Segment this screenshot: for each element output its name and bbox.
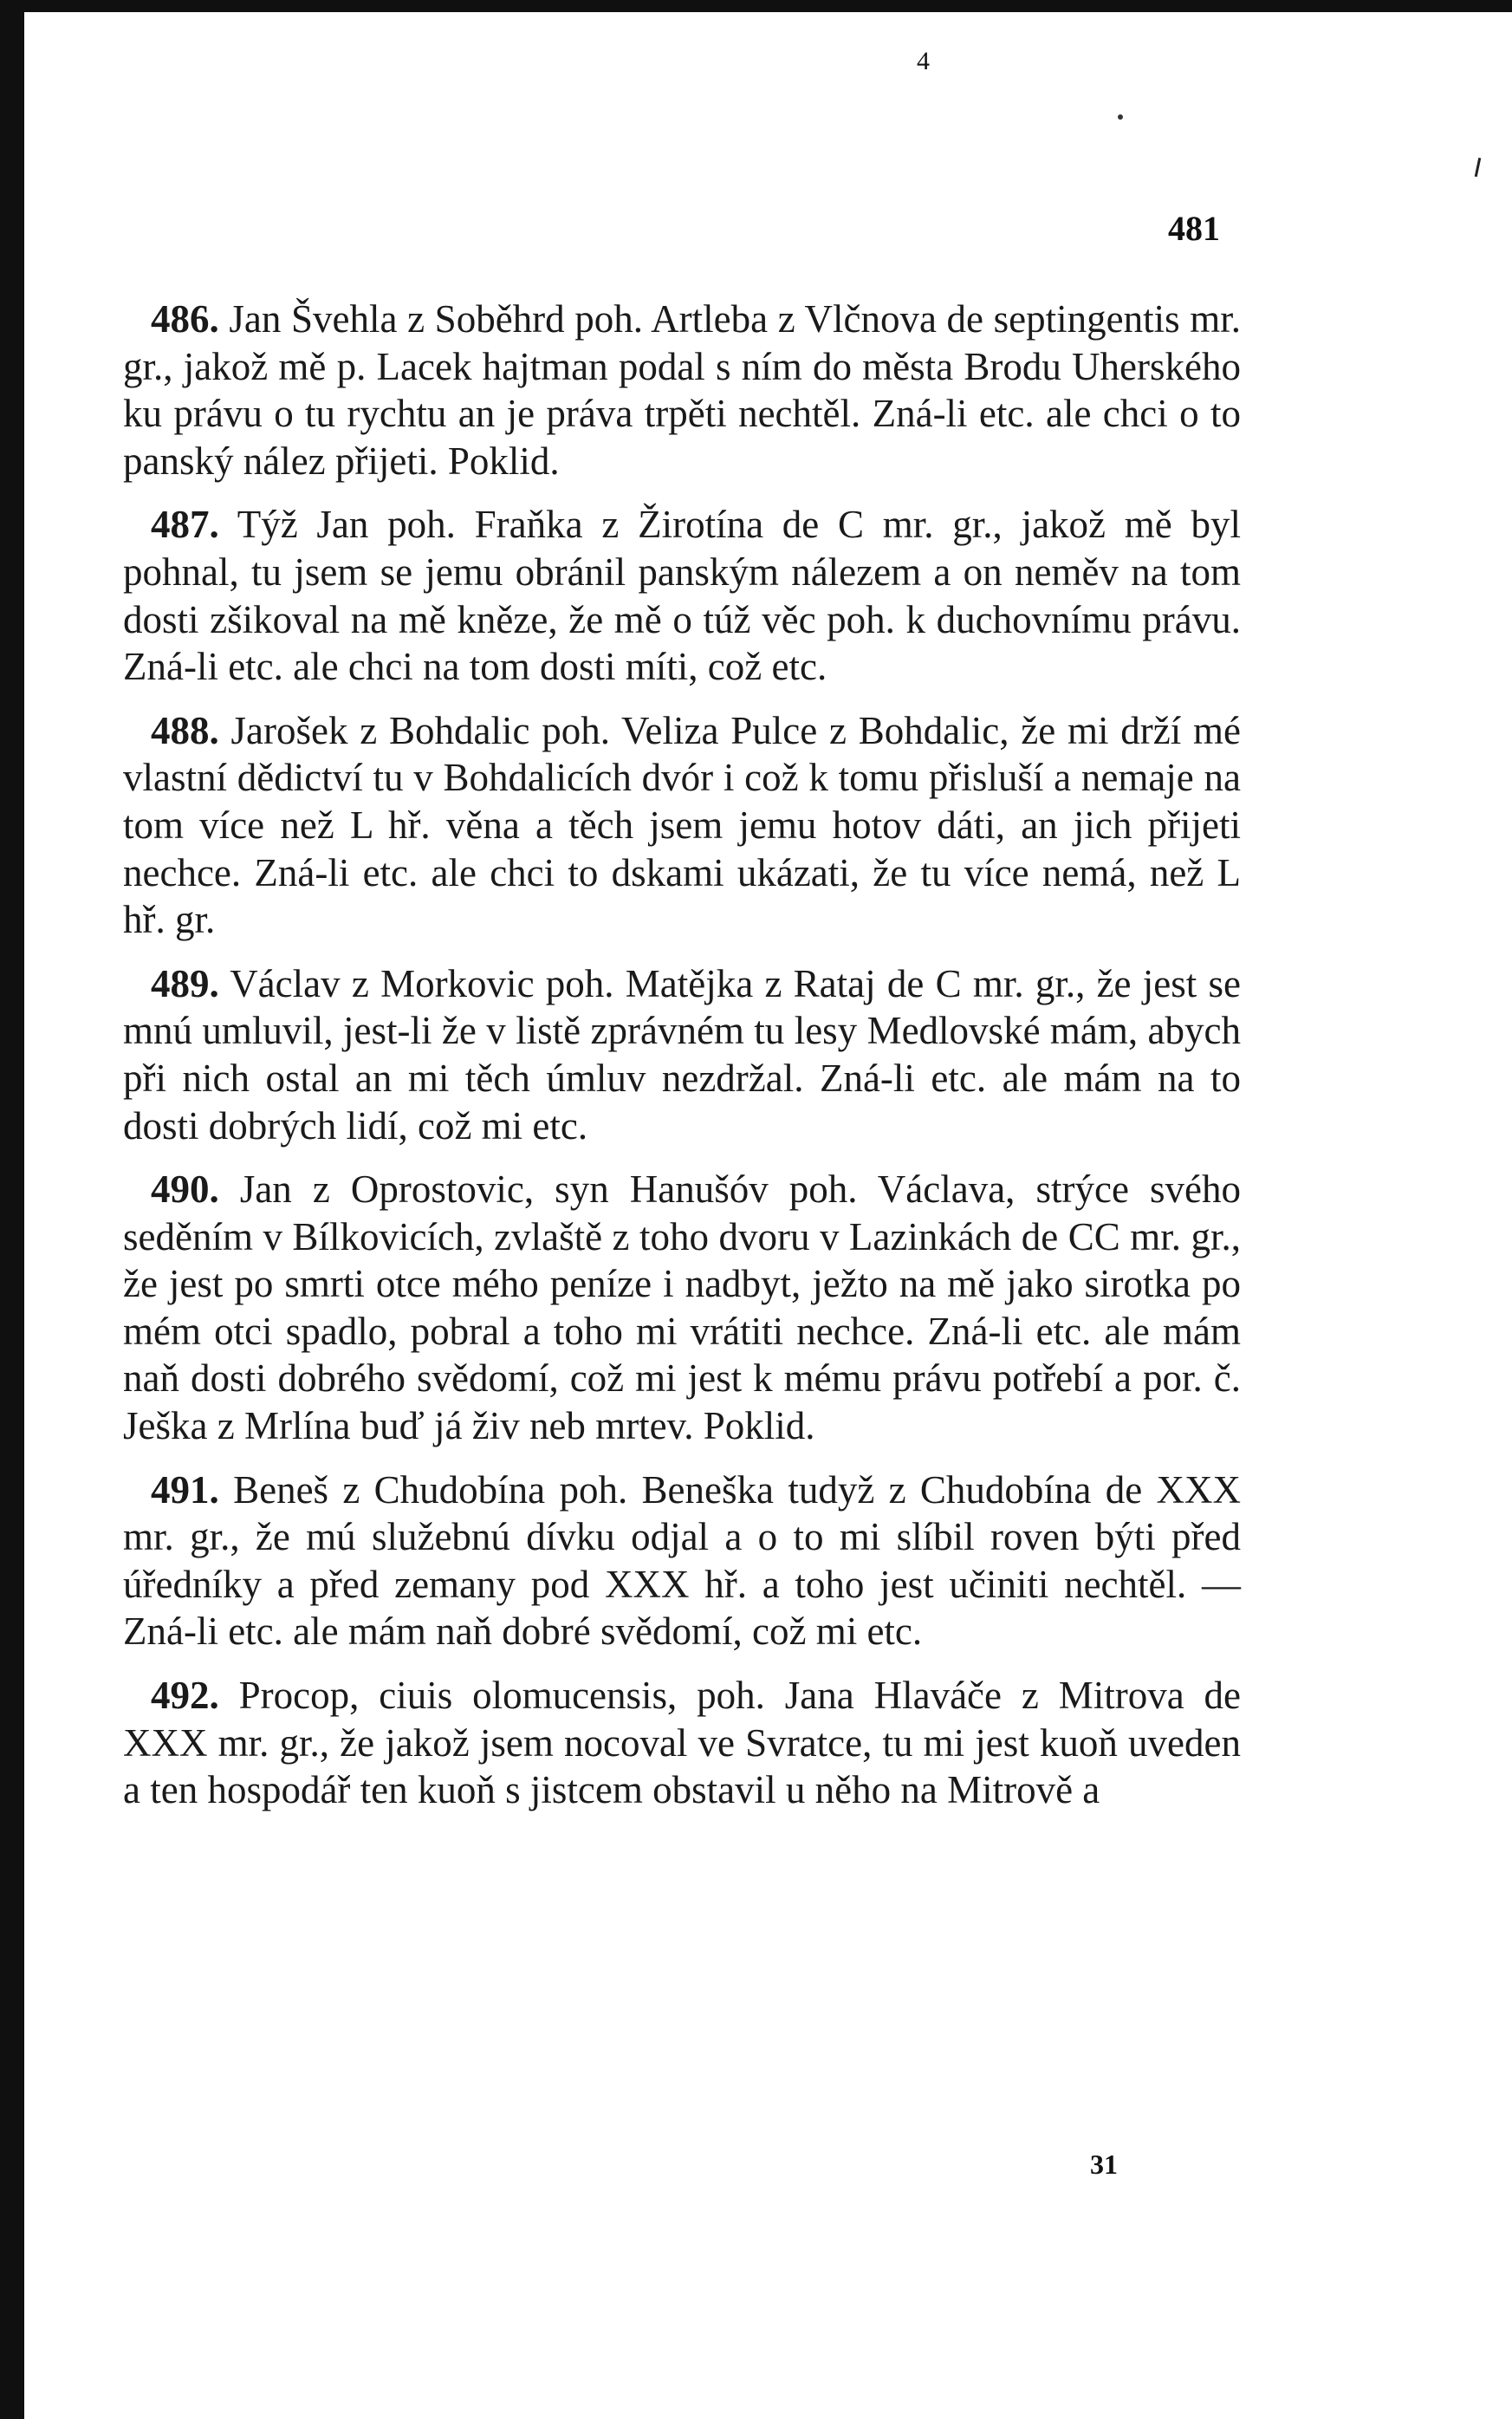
entry-text: Jan z Oprostovic, syn Hanušóv poh. Václava, strýce svého seděním v Bílkovicích, zvlaště z toho dvoru v Lazinkách de CC mr. gr., že jest po smrti otce mého peníze i nadbyt, ježto na mě jako sirotka po mém otci spadlo, pobral a toho mi vrátiti nechce. Zná-li etc. ale mám naň dosti dobrého svědomí, což mi jest k mému právu potřebí a por. č. Ješka z Mrlína buď já živ neb mrtev. Poklid. bbox=[123, 1167, 1241, 1448]
book-page bbox=[24, 12, 1512, 2419]
margin-tick-mark bbox=[1475, 158, 1482, 177]
entry-number: 486. bbox=[151, 297, 219, 341]
page-number: 481 bbox=[1168, 209, 1220, 248]
entry-number: 490. bbox=[151, 1167, 219, 1212]
entry-text: Týž Jan poh. Fraňka z Žirotína de C mr. gr., jakož mě byl pohnal, tu jsem se jemu obránil panským nálezem a on neměv na tom dosti zšikoval na mě kněze, že mě o túž věc poh. k duchovnímu právu. Zná-li etc. ale chci na tom dosti míti, což etc. bbox=[123, 503, 1241, 689]
entry-number: 489. bbox=[151, 961, 219, 1005]
top-mark: 4 bbox=[917, 47, 930, 75]
entry-number: 487. bbox=[151, 503, 219, 547]
entry-490 bbox=[123, 1166, 1241, 1450]
entry-number: 492. bbox=[151, 1674, 219, 1718]
entry-number: 491. bbox=[151, 1467, 219, 1512]
entry-number: 488. bbox=[151, 708, 219, 752]
entry-491 bbox=[123, 1466, 1241, 1655]
signature-mark: 31 bbox=[1090, 2149, 1118, 2180]
text-block bbox=[123, 296, 1241, 1831]
entry-488 bbox=[123, 707, 1241, 944]
entry-text: Procop, ciuis olomucensis, poh. Jana Hlaváče z Mitrova de XXX mr. gr., že jakož jsem nocoval ve Svratce, tu mi jest kuoň uveden a ten hospodář ten kuoň s jistcem obstavil u něho na Mitrově a bbox=[123, 1674, 1242, 1812]
entry-492 bbox=[123, 1672, 1241, 1814]
entry-487 bbox=[123, 501, 1241, 690]
entry-text: Beneš z Chudobína poh. Beneška tudyž z Chudobína de XXX mr. gr., že mú služebnú dívku odjal a o to mi slíbil roven býti před úředníky a před zemany pod XXX hř. a toho jest učiniti nechtěl. — Zná-li etc. ale mám naň dobré svědomí, což mi etc. bbox=[123, 1467, 1241, 1654]
entry-text: Jan Švehla z Soběhrd poh. Artleba z Vlčnova de septingentis mr. gr., jakož mě p. Lacek hajtman podal s ním do města Brodu Uherského ku právu o tu rychtu an je práva trpěti nechtěl. Zná-li etc. ale chci o to panský nález přijeti. Poklid. bbox=[123, 297, 1242, 483]
entry-text: Jarošek z Bohdalic poh. Veliza Pulce z Bohdalic, že mi drží mé vlastní dědictví tu v Bohdalicích dvór i což k tomu přisluší a nemaje na tom více než L hř. věna a těch jsem jemu hotov dáti, an jich přijeti nechce. Zná-li etc. ale chci to dskami ukázati, že tu více nemá, než L hř. gr. bbox=[123, 708, 1242, 942]
entry-489 bbox=[123, 960, 1241, 1149]
entry-text: Václav z Morkovic poh. Matějka z Rataj de C mr. gr., že jest se mnú umluvil, jest-li že v listě zprávném tu lesy Medlovské mám, abych při nich ostal an mi těch úmluv nezdržal. Zná-li etc. ale mám na to dosti dobrých lidí, což mi etc. bbox=[123, 961, 1241, 1148]
entry-486 bbox=[123, 296, 1241, 484]
speck-mark bbox=[1118, 114, 1123, 120]
